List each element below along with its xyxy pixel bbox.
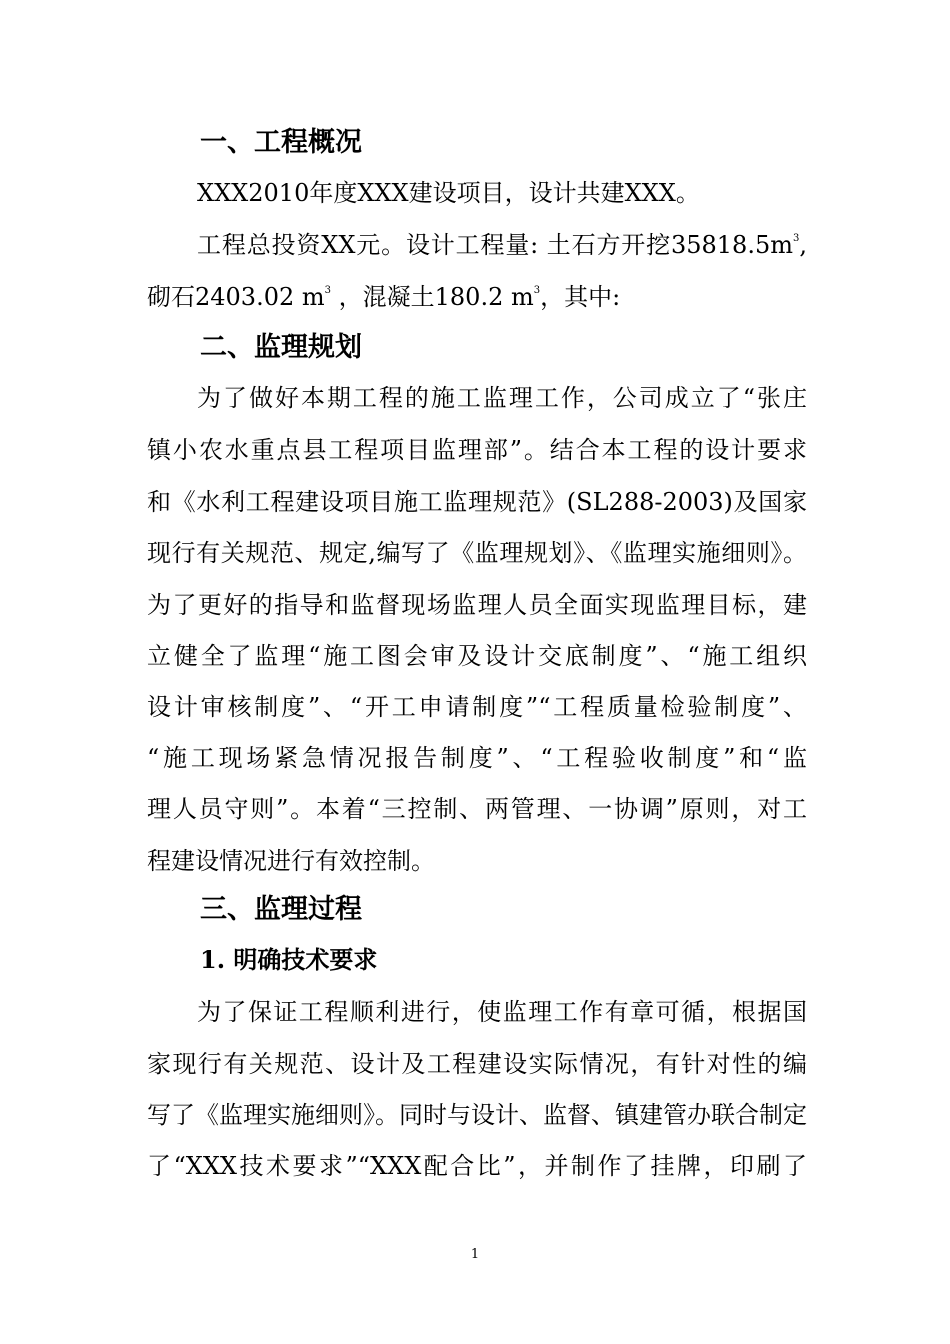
section-3-line: 了“XXX技术要求”“XXX配合比”，并制作了挂牌，印刷了 (147, 1152, 807, 1180)
section-1-paragraph-2-line-2 (147, 281, 807, 313)
section-2-line: 为了做好本期工程的施工监理工作，公司成立了“张庄 (197, 384, 807, 412)
section-2-title: 二、监理规划 (200, 332, 362, 363)
section-2-line: 设计审核制度”、“开工申请制度”“工程质量检验制度”、 (147, 693, 807, 721)
section-2-line: 立健全了监理“施工图会审及设计交底制度”、“施工组织 (147, 642, 807, 670)
section-2-line: 和《水利工程建设项目施工监理规范》(SL288-2003)及国家 (147, 488, 807, 516)
section-2-line: 为了更好的指导和监督现场监理人员全面实现监理目标，建 (147, 591, 807, 619)
superscript: 3 (533, 285, 541, 296)
text-segment: 砌石2403.02 m (147, 283, 325, 311)
text-segment: , (799, 231, 807, 259)
superscript: 3 (792, 233, 800, 244)
section-2-line: 程建设情况进行有效控制。 (147, 847, 435, 875)
section-1-title: 一、工程概况 (200, 127, 362, 158)
section-3-line: 写了《监理实施细则》。同时与设计、监督、镇建管办联合制定 (147, 1101, 807, 1129)
text-segment: ，混凝土180.2 m (331, 283, 534, 311)
section-1-paragraph-1: XXX2010年度XXX建设项目，设计共建XXX。 (197, 179, 700, 207)
section-3-line: 为了保证工程顺利进行，使监理工作有章可循，根据国 (197, 998, 807, 1026)
superscript: 3 (324, 285, 332, 296)
page-number: 1 (470, 1247, 480, 1262)
text-segment: ，其中: (540, 283, 621, 311)
section-3-line: 家现行有关规范、设计及工程建设实际情况，有针对性的编 (147, 1050, 807, 1078)
section-1-paragraph-2-line-1 (197, 229, 807, 261)
section-2-line: “施工现场紧急情况报告制度”、“工程验收制度”和“监 (147, 744, 807, 772)
section-2-line: 镇小农水重点县工程项目监理部”。结合本工程的设计要求 (147, 436, 807, 464)
section-3-title: 三、监理过程 (200, 894, 362, 925)
section-3-subtitle-1: 1. 明确技术要求 (200, 945, 378, 974)
section-2-line: 理人员守则”。本着“三控制、两管理、一协调”原则，对工 (147, 795, 807, 823)
section-2-line: 现行有关规范、规定,编写了《监理规划》、《监理实施细则》。 (147, 539, 807, 567)
text-segment: 工程总投资XX元。设计工程量: 土石方开挖35818.5m (197, 231, 793, 259)
